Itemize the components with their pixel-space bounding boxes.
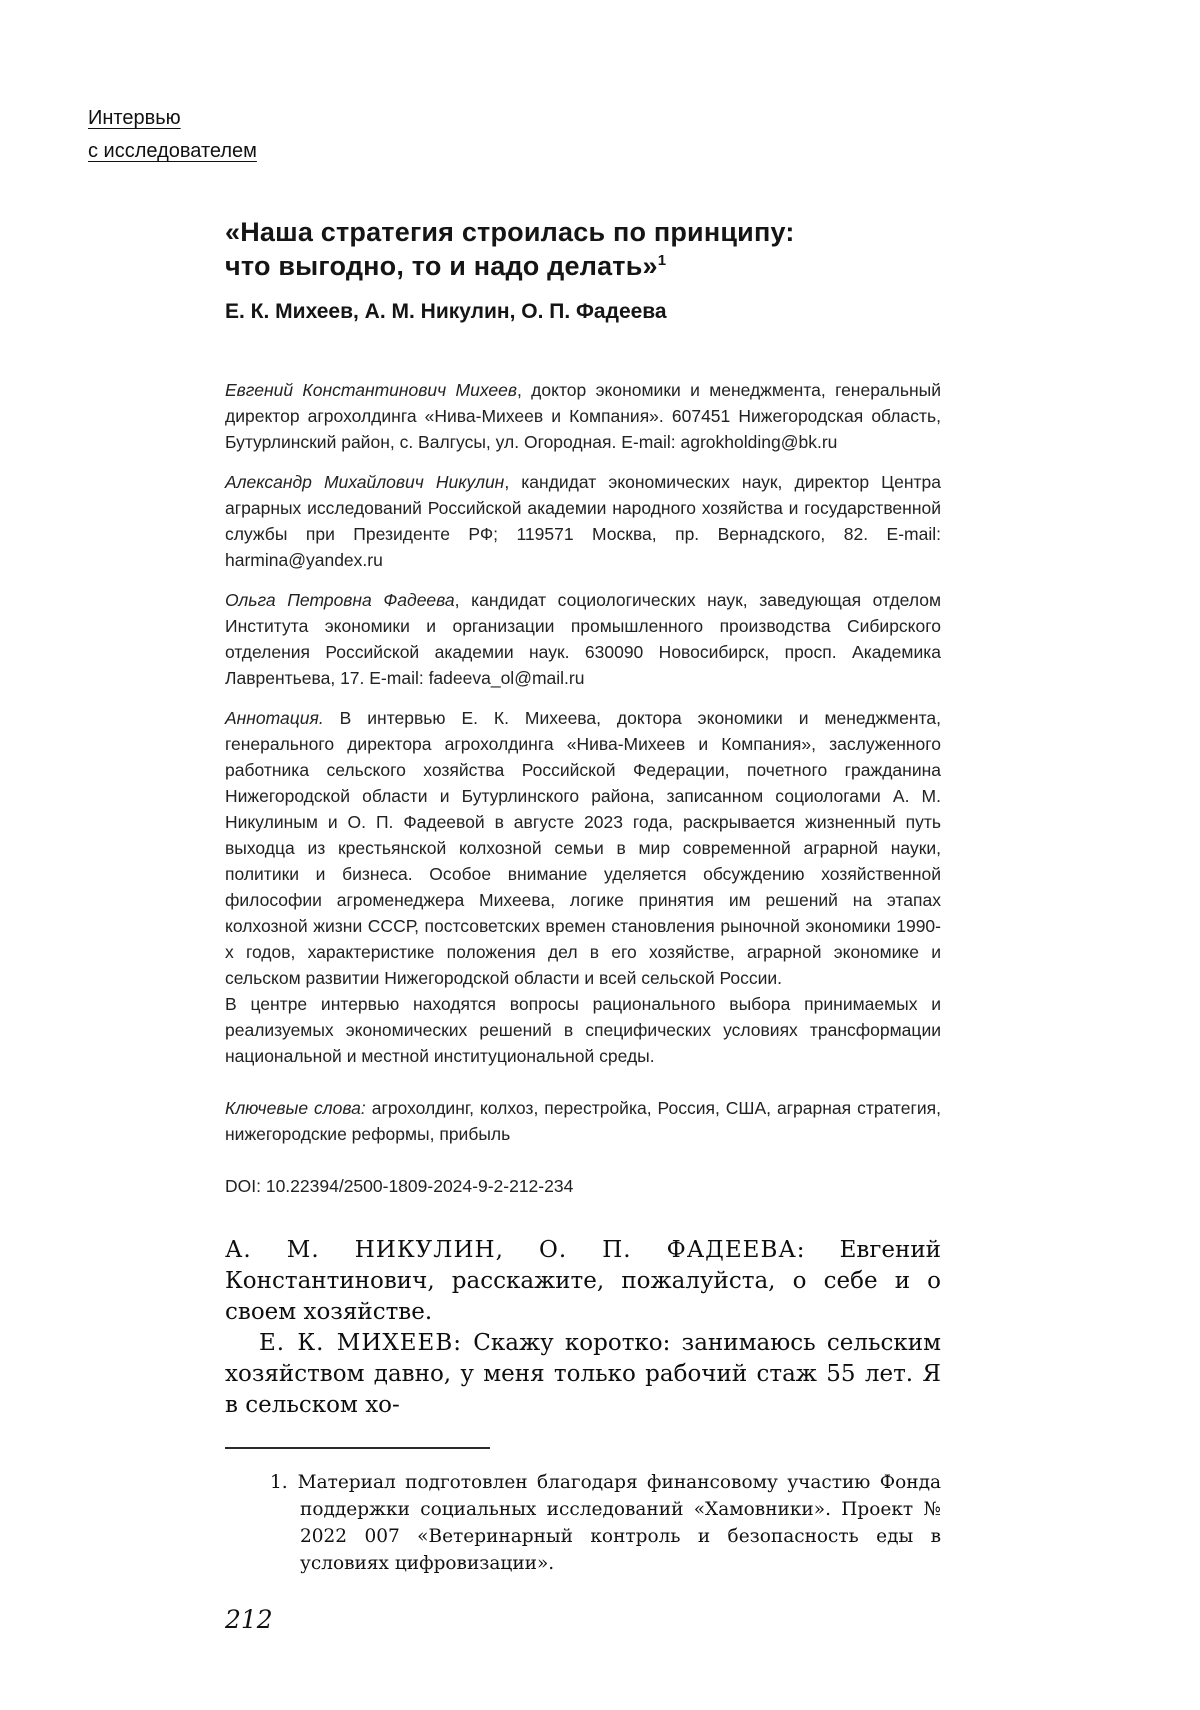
author-bio-fadeeva bbox=[225, 587, 941, 691]
speaker-label: А. М. НИКУЛИН, О. П. ФАДЕЕВА: bbox=[225, 1237, 806, 1263]
speaker-label: Е. К. МИХЕЕВ: bbox=[259, 1330, 462, 1356]
author-bio-nikulin bbox=[225, 469, 941, 573]
author-name: Евгений Константинович Михеев bbox=[225, 380, 517, 400]
footnote-divider bbox=[225, 1447, 490, 1449]
footnote-number: 1. bbox=[270, 1472, 288, 1493]
answer-text: Скажу коротко: занимаюсь сельским хозяйством давно, у меня только рабочий стаж 55 лет. Я в сельском хо- bbox=[225, 1330, 942, 1418]
article-content bbox=[225, 215, 941, 1634]
interview-body bbox=[225, 1235, 941, 1421]
abstract-label: Аннотация. bbox=[225, 708, 324, 728]
author-bios bbox=[225, 377, 941, 691]
author-name: Александр Михайлович Никулин bbox=[225, 472, 505, 492]
article-title bbox=[225, 215, 941, 283]
keywords-label: Ключевые слова: bbox=[225, 1098, 366, 1118]
rubric bbox=[88, 102, 257, 168]
title-line-2: что выгодно, то и надо делать» bbox=[225, 251, 658, 281]
footnote bbox=[270, 1469, 941, 1577]
author-bio-mikheev bbox=[225, 377, 941, 455]
interview-answer bbox=[225, 1328, 941, 1421]
footnote-text: Материал подготовлен благодаря финансовому участию Фонда поддержки социальных исследований «Хамовники». Проект № 2022 007 «Ветеринарный контроль и безопасность еды в условиях цифровизации». bbox=[297, 1472, 941, 1574]
interview-question bbox=[225, 1235, 941, 1328]
title-line-1: «Наша стратегия строилась по принципу: bbox=[225, 217, 795, 247]
authors-line: Е. К. Михеев, А. М. Никулин, О. П. Фадеева bbox=[225, 300, 667, 323]
keywords bbox=[225, 1095, 941, 1147]
page-number: 212 bbox=[225, 1605, 273, 1634]
footnote-reference: 1 bbox=[657, 252, 667, 269]
author-bio-text: , кандидат экономических наук, директор Центра аграрных исследований Российской академии народного хозяйства и государственной службы при Президенте РФ; 119571 Москва, пр. Вернадского, 82. E-mail: harmina@yandex.ru bbox=[225, 472, 941, 570]
doi-line: DOI: 10.22394/2500-1809-2024-9-2-212-234 bbox=[225, 1176, 574, 1196]
author-bio-text: , кандидат социологических наук, заведующая отделом Института экономики и организации промышленного производства Сибирского отделения Российской академии наук. 630090 Новосибирск, просп. Академика Лаврентьева, 17. E-mail: fadeeva_ol@mail.ru bbox=[225, 590, 941, 688]
author-name: Ольга Петровна Фадеева bbox=[225, 590, 455, 610]
author-bio-text: , доктор экономики и менеджмента, генеральный директор агрохолдинга «Нива-Михеев и Компания». 607451 Нижегородская область, Бутурлинский район, с. Валгусы, ул. Огородная. E-mail: agrokholding@bk.ru bbox=[225, 380, 942, 452]
rubric-line-2: с исследователем bbox=[88, 140, 257, 162]
abstract bbox=[225, 705, 941, 991]
keywords-text: агрохолдинг, колхоз, перестройка, Россия, США, аграрная стратегия, нижегородские реформы, прибыль bbox=[225, 1098, 941, 1144]
rubric-line-1: Интервью bbox=[88, 107, 181, 129]
abstract-text: В интервью Е. К. Михеева, доктора экономики и менеджмента, генерального директора агрохолдинга «Нива-Михеев и Компания», заслуженного работника сельского хозяйства Российской Федерации, почетного гражданина Нижегородской области и Бутурлинского района, записанном социологами А. М. Никулиным и О. П. Фадеевой в августе 2023 года, раскрывается жизненный путь выходца из крестьянской колхозной семьи в мир современной аграрной науки, политики и бизнеса. Особое внимание уделяется обсуждению хозяйственной философии агроменеджера Михеева, логике принятия им решений на этапах колхозной жизни СССР, постсоветских времен становления рыночной экономики 1990-х годов, характеристике положения дел в его хозяйстве, аграрной экономике и сельском развитии Нижегородской области и всей сельской России. bbox=[225, 708, 941, 988]
question-text: Евгений Константинович, расскажите, пожалуйста, о себе и о своем хозяйстве. bbox=[225, 1237, 941, 1325]
abstract-paragraph-2: В центре интервью находятся вопросы рационального выбора принимаемых и реализуемых экономических решений в специфических условиях трансформации национальной и местной институциональной среды. bbox=[225, 994, 941, 1066]
